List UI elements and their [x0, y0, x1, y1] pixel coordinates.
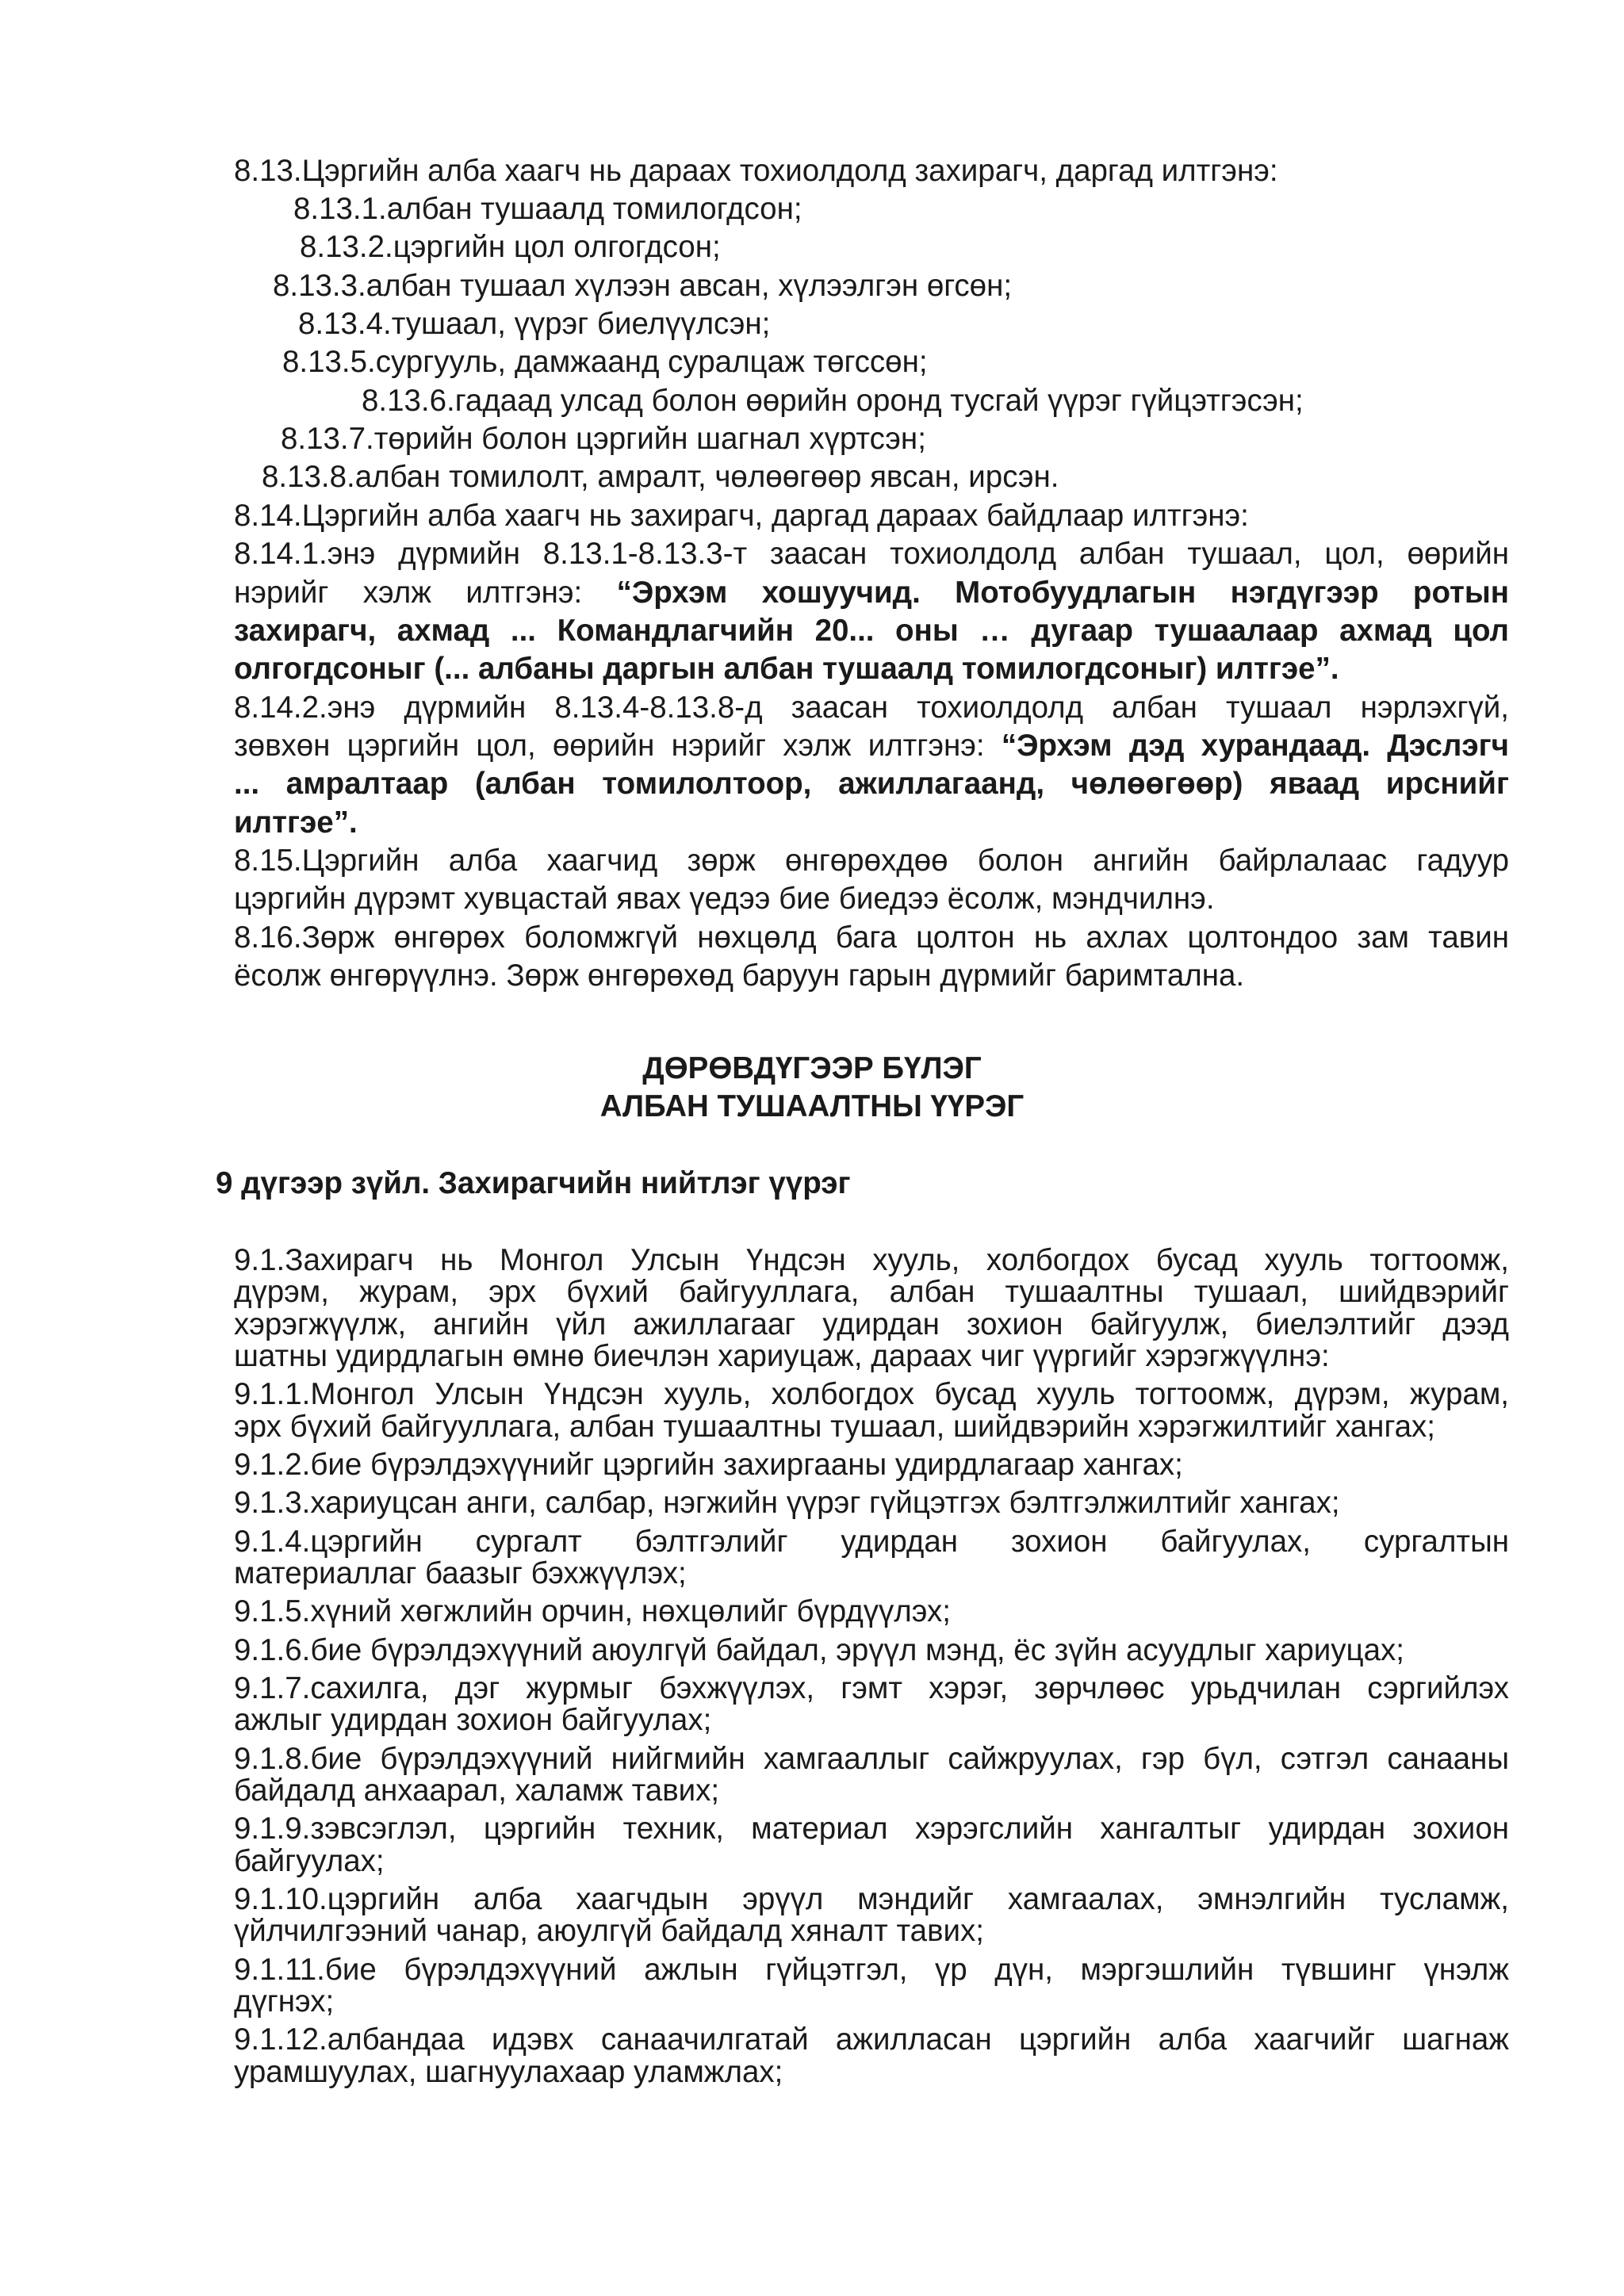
list-item-9-1-10: 9.1.10.цэргийн алба хаагчдын эрүүл мэндийг хамгаалах, эмнэлгийн тусламж, [234, 1882, 1509, 1916]
list-item-8-13-4: 8.13.4.тушаал, үүрэг биелүүлсэн; [298, 307, 771, 341]
paragraph-9-1-line: шатны удирдлагын өмнө биечлэн хариуцаж, дараах чиг үүргийг хэрэгжүүлнэ: [234, 1339, 1330, 1373]
list-item-8-13-3: 8.13.3.албан тушаал хүлээн авсан, хүлээлгэн өгсөн; [273, 269, 1013, 303]
list-item-8-13-5: 8.13.5.сургууль, дамжаанд суралцаж төгссөн; [282, 345, 928, 379]
paragraph-9-1-line: хэрэгжүүлж, ангийн үйл ажиллагааг удирдан зохион байгуулж, биелэлтийг дээд [234, 1307, 1509, 1341]
list-item-8-13-8: 8.13.8.албан томилолт, амралт, чөлөөгөөр явсан, ирсэн. [262, 460, 1059, 494]
list-item-9-1-8: 9.1.8.бие бүрэлдэхүүний нийгмийн хамгааллыг сайжруулах, гэр бүл, сэтгэл санааны [234, 1742, 1509, 1776]
list-item-9-1-8: байдалд анхаарал, халамж тавих; [234, 1774, 720, 1808]
list-item-9-1-5: 9.1.5.хүний хөгжлийн орчин, нөхцөлийг бүрдүүлэх; [234, 1594, 951, 1628]
paragraph-8-14-1-line: захирагч, ахмад ... Командлагчийн 20... оны … дугаар тушаалаар ахмад цол [234, 614, 1509, 648]
chapter-number: ДӨРӨВДҮГЭЭР БҮЛЭГ [642, 1051, 982, 1085]
list-item-9-1-3: 9.1.3.хариуцсан анги, салбар, нэгжийн үүрэг гүйцэтгэх бэлтгэлжилтийг хангах; [234, 1486, 1340, 1520]
list-item-9-1-6: 9.1.6.бие бүрэлдэхүүний аюулгүй байдал, эрүүл мэнд, ёс зүйн асуудлыг хариуцах; [234, 1633, 1404, 1667]
paragraph-8-16-line: ёсолж өнгөрүүлнэ. Зөрж өнгөрөхөд баруун гарын дүрмийг баримтална. [234, 959, 1245, 993]
list-item-9-1-9: байгуулах; [234, 1844, 385, 1878]
list-item-9-1-9: 9.1.9.зэвсэглэл, цэргийн техник, материал хэрэгслийн хангалтыг удирдан зохион [234, 1812, 1509, 1846]
list-item-9-1-12: урамшуулах, шагнуулахаар уламжлах; [234, 2055, 783, 2089]
list-item-9-1-4: 9.1.4.цэргийн сургалт бэлтгэлийг удирдан зохион байгуулах, сургалтын [234, 1525, 1509, 1559]
paragraph-9-1-line: дүрэм, журам, эрх бүхий байгууллага, албан тушаалтны тушаал, шийдвэрийг [234, 1275, 1509, 1309]
list-item-9-1-7: ажлыг удирдан зохион байгуулах; [234, 1703, 712, 1737]
list-item-9-1-1: 9.1.1.Монгол Улсын Үндсэн хууль, холбогдох бусад хууль тогтоомж, дүрэм, журам, [234, 1377, 1509, 1411]
list-item-8-13-6: 8.13.6.гадаад улсад болон өөрийн оронд тусгай үүрэг гүйцэтгэсэн; [362, 384, 1304, 418]
paragraph-8-14-1-line: 8.14.1.энэ дүрмийн 8.13.1-8.13.3-т заасан тохиолдолд албан тушаал, цол, өөрийн [234, 537, 1509, 571]
paragraph-8-15-line: 8.15.Цэргийн алба хаагчид зөрж өнгөрөхдөө болон ангийн байрлалаас гадуур [234, 844, 1509, 878]
chapter-title: АЛБАН ТУШААЛТНЫ ҮҮРЭГ [599, 1089, 1025, 1123]
list-item-9-1-4: материаллаг баазыг бэхжүүлэх; [234, 1556, 687, 1590]
paragraph-8-14-heading: 8.14.Цэргийн алба хаагч нь захирагч, даргад дараах байдлаар илтгэнэ: [234, 499, 1249, 533]
list-item-8-13-2: 8.13.2.цэргийн цол олгогдсон; [300, 230, 721, 264]
list-item-9-1-11: 9.1.11.бие бүрэлдэхүүний ажлын гүйцэтгэл, үр дүн, мэргэшлийн түвшинг үнэлж [234, 1953, 1509, 1987]
paragraph-9-1-line: 9.1.Захирагч нь Монгол Улсын Үндсэн хууль, холбогдох бусад хууль тогтоомж, [234, 1243, 1509, 1277]
paragraph-8-14-2-line: зөвхөн цэргийн цол, өөрийн нэрийг хэлж илтгэнэ: “Эрхэм дэд хурандаад. Дэслэгч [234, 729, 1510, 763]
paragraph-8-16-line: 8.16.Зөрж өнгөрөх боломжгүй нөхцөлд бага цолтон нь ахлах цолтондоо зам тавин [234, 920, 1509, 955]
list-item-9-1-12: 9.1.12.албандаа идэвх санаачилгатай ажилласан цэргийн алба хаагчийг шагнаж [234, 2022, 1509, 2057]
article-heading: 9 дүгээр зүйл. Захирагчийн нийтлэг үүрэг [216, 1166, 851, 1200]
paragraph-8-14-1-line: нэрийг хэлж илтгэнэ: “Эрхэм хошуучид. Мотобуудлагын нэгдүгээр ротын [234, 576, 1509, 610]
list-item-9-1-7: 9.1.7.сахилга, дэг журмыг бэхжүүлэх, гэмт хэрэг, зөрчлөөс урьдчилан сэргийлэх [234, 1671, 1509, 1705]
paragraph-8-15-line: цэргийн дүрэмт хувцастай явах үедээ бие биедээ ёсолж, мэндчилнэ. [234, 882, 1215, 916]
list-item-9-1-1: эрх бүхий байгууллага, албан тушаалтны тушаал, шийдвэрийн хэрэгжилтийг хангах; [234, 1410, 1435, 1444]
list-item-8-13-1: 8.13.1.албан тушаалд томилогдсон; [293, 192, 802, 226]
paragraph-8-14-2-line: ... амралтаар (албан томилолтоор, ажиллагаанд, чөлөөгөөр) яваад ирснийг [234, 767, 1509, 801]
paragraph-8-14-1-line: олгогдсоныг (... албаны даргын албан тушаалд томилогдсоныг) илтгэе”. [234, 652, 1339, 686]
list-item-8-13-7: 8.13.7.төрийн болон цэргийн шагнал хүртсэн; [281, 422, 926, 456]
paragraph-8-14-2-line: илтгэе”. [234, 806, 358, 840]
list-item-9-1-2: 9.1.2.бие бүрэлдэхүүнийг цэргийн захиргааны удирдлагаар хангах; [234, 1448, 1183, 1482]
paragraph-8-13-heading: 8.13.Цэргийн алба хаагч нь дараах тохиолдолд захирагч, даргад илтгэнэ: [234, 154, 1278, 188]
list-item-9-1-11: дүгнэх; [234, 1984, 335, 2019]
list-item-9-1-10: үйлчилгээний чанар, аюулгүй байдалд хяналт тавих; [234, 1914, 984, 1948]
paragraph-8-14-2-line: 8.14.2.энэ дүрмийн 8.13.4-8.13.8-д заасан тохиолдолд албан тушаал нэрлэхгүй, [234, 691, 1509, 725]
